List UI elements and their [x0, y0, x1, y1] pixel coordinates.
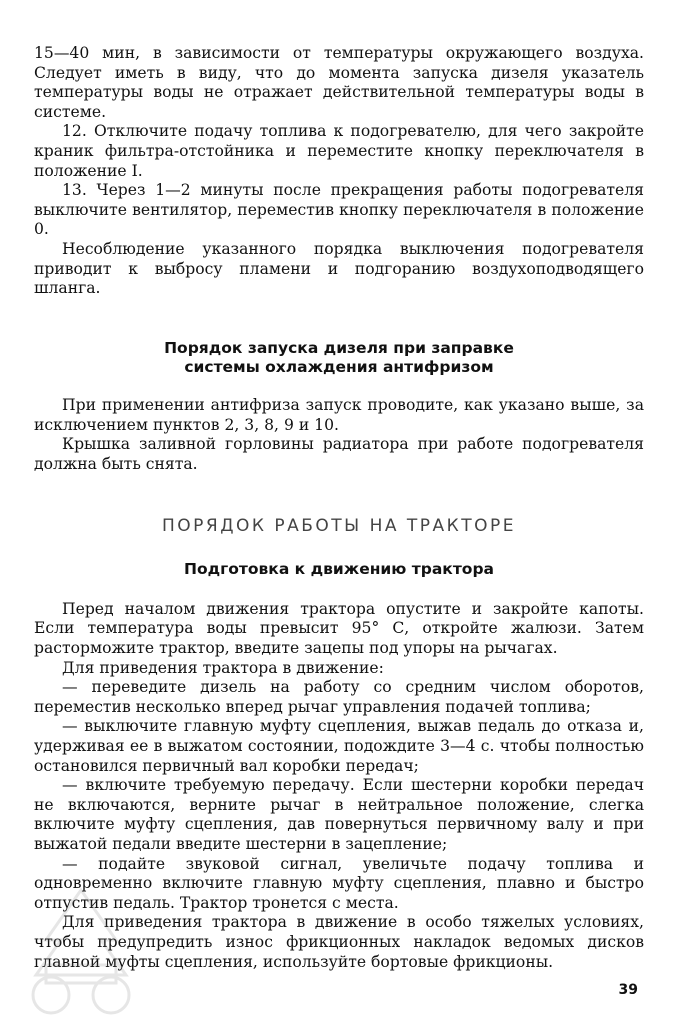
list-item: — выключите главную муфту сцепления, выжав педаль до отказа и, удерживая ее в выжатом состоянии, подождите 3—4 с. чтобы полностью остановился первичный вал коробки передач; — [34, 717, 644, 775]
page-number: 39 — [618, 982, 638, 998]
section-antifreeze-start — [34, 339, 644, 475]
paragraph: 13. Через 1—2 минуты после прекращения работы подогревателя выключите вентилятор, переместив кнопку переключателя в положение 0. — [34, 181, 644, 239]
paragraph: Крышка заливной горловины радиатора при работе подогревателя должна быть снята. — [34, 435, 644, 473]
page-body — [34, 44, 644, 972]
list-item: — включите требуемую передачу. Если шестерни коробки передач не включаются, верните рычаг в нейтральное положение, слегка включите муфту сцепления, дав повернуться первичному валу и при выжатой педали введите шестерни в зацепление; — [34, 776, 644, 853]
list-item: — подайте звуковой сигнал, увеличьте подачу топлива и одновременно включите главную муфту сцепления, плавно и быстро отпустив педаль. Трактор тронется с места. — [34, 854, 644, 912]
section-heading: Подготовка к движению трактора — [183, 560, 495, 579]
section-heading-line: Порядок запуска дизеля при заправке — [164, 338, 514, 357]
list-item: — переведите дизель на работу со средним числом оборотов, переместив несколько вперед рычаг управления подачей топлива; — [34, 678, 644, 716]
section-heading — [34, 339, 644, 378]
paragraph: Перед началом движения трактора опустите и закройте капоты. Если температура воды превысит 95° С, откройте жалюзи. Затем расторможите трактор, введите зацепы под упоры на рычагах. — [34, 599, 644, 658]
paragraph: Для приведения трактора в движение: — [62, 658, 384, 677]
paragraph: Несоблюдение указанного порядка выключения подогревателя приводит к выбросу пламени и подгоранию воздухоподводящего шланга. — [34, 239, 644, 298]
paragraph: 12. Отключите подачу топлива к подогревателю, для чего закройте краник фильтра-отстойника и переместите кнопку переключателя в положение I. — [34, 122, 644, 180]
chapter-heading: ПОРЯДОК РАБОТЫ НА ТРАКТОРЕ — [162, 516, 516, 537]
paragraph: 15—40 мин, в зависимости от температуры окружающего воздуха. Следует иметь в виду, что до момента запуска дизеля указатель температуры воды не отражает действительной температуры воды в системе. — [34, 44, 644, 121]
paragraph: При применении антифриза запуск проводите, как указано выше, за исключением пунктов 2, 3, 8, 9 и 10. — [34, 395, 644, 434]
tractor-watermark-icon — [6, 880, 156, 1020]
section-heading-line: системы охлаждения антифризом — [184, 358, 494, 377]
paragraph: Для приведения трактора в движение в особо тяжелых условиях, чтобы предупредить износ фрикционных накладок ведомых дисков главной муфты сцепления, используйте бортовые фрикционы. — [34, 913, 644, 971]
top-text-block — [34, 44, 644, 299]
